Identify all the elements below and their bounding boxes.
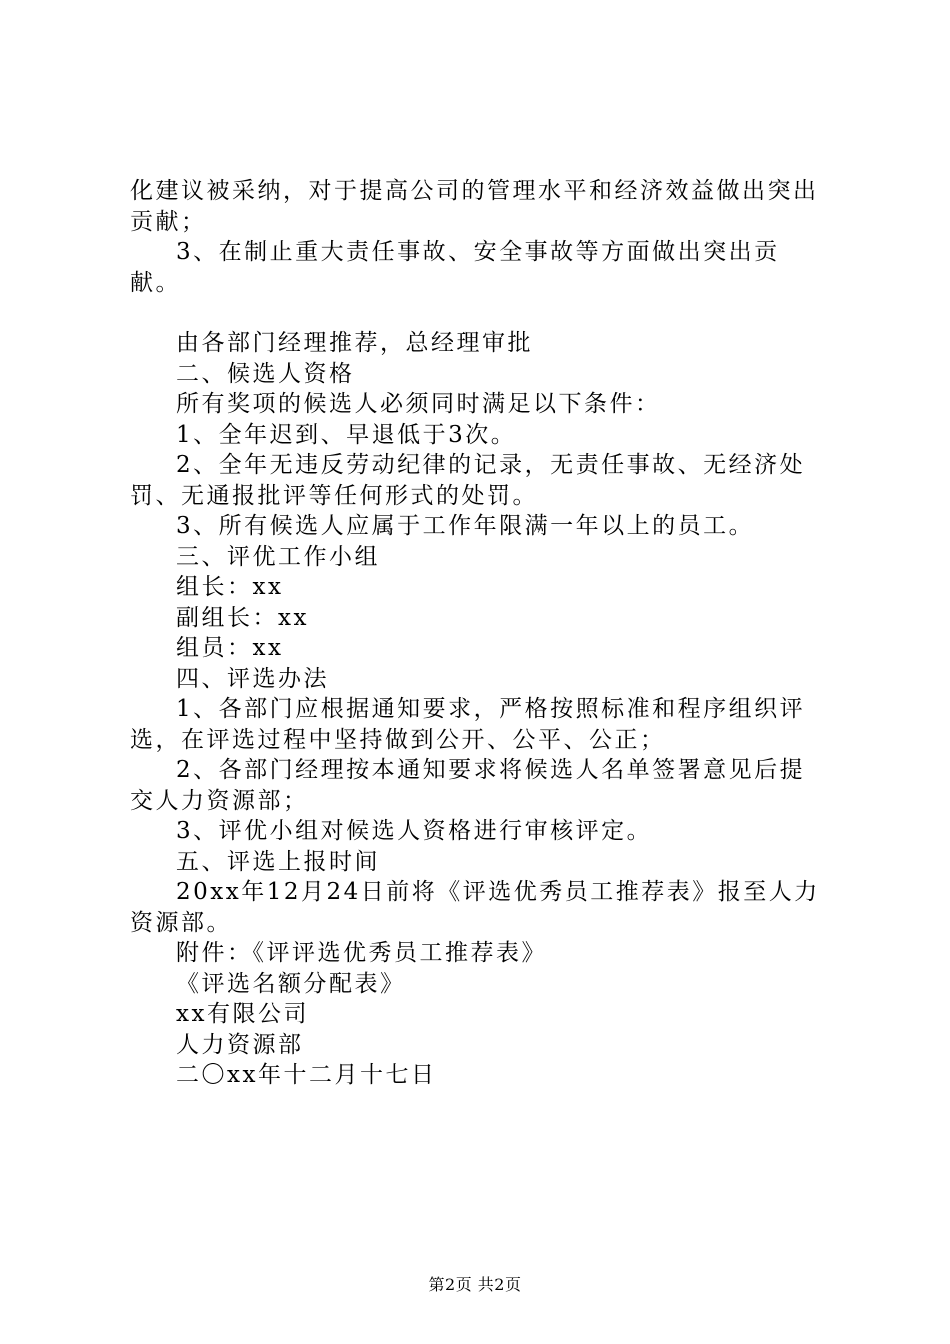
paragraph: 组长：xx xyxy=(176,574,284,600)
paragraph: 化建议被采纳，对于提高公司的管理水平和经济效益做出突出贡献； xyxy=(130,178,819,235)
section-heading: 五、评选上报时间 xyxy=(176,848,380,875)
signature-department: 人力资源部 xyxy=(176,1031,304,1058)
paragraph-gap xyxy=(130,298,830,328)
section-heading: 四、评选办法 xyxy=(176,665,329,692)
paragraph: 2、各部门经理按本通知要求将候选人名单签署意见后提交人力资源部； xyxy=(130,757,806,814)
attachment-line: 《评选名额分配表》 xyxy=(176,970,406,997)
paragraph: 3、在制止重大责任事故、安全事故等方面做出突出贡献。 xyxy=(130,239,780,296)
paragraph: 所有奖项的候选人必须同时满足以下条件： xyxy=(176,391,661,417)
page-footer: 第2页 共2页 xyxy=(428,1275,522,1294)
section-heading: 三、评优工作小组 xyxy=(176,543,380,570)
document-body xyxy=(130,176,830,1091)
paragraph: 1、全年迟到、早退低于3次。 xyxy=(176,421,517,448)
paragraph: 1、各部门应根据通知要求，严格按照标准和程序组织评选，在评选过程中坚持做到公开、公平、公正； xyxy=(130,696,806,753)
paragraph: 2、全年无违反劳动纪律的记录，无责任事故、无经济处罚、无通报批评等任何形式的处罚。 xyxy=(130,452,806,509)
paragraph: 副组长：xx xyxy=(176,604,309,631)
attachment-line: 附件：《评评选优秀员工推荐表》 xyxy=(176,940,547,966)
signature-date: 二〇xx年十二月十七日 xyxy=(176,1062,437,1088)
paragraph: 20xx年12月24日前将《评选优秀员工推荐表》报至人力资源部。 xyxy=(130,879,820,936)
paragraph: 组员：xx xyxy=(176,635,284,661)
paragraph: 由各部门经理推荐，总经理审批 xyxy=(176,330,533,356)
signature-company: xx有限公司 xyxy=(176,1001,309,1027)
paragraph: 3、所有候选人应属于工作年限满一年以上的员工。 xyxy=(176,513,755,539)
section-heading: 二、候选人资格 xyxy=(176,360,355,387)
paragraph: 3、评优小组对候选人资格进行审核评定。 xyxy=(176,818,653,844)
